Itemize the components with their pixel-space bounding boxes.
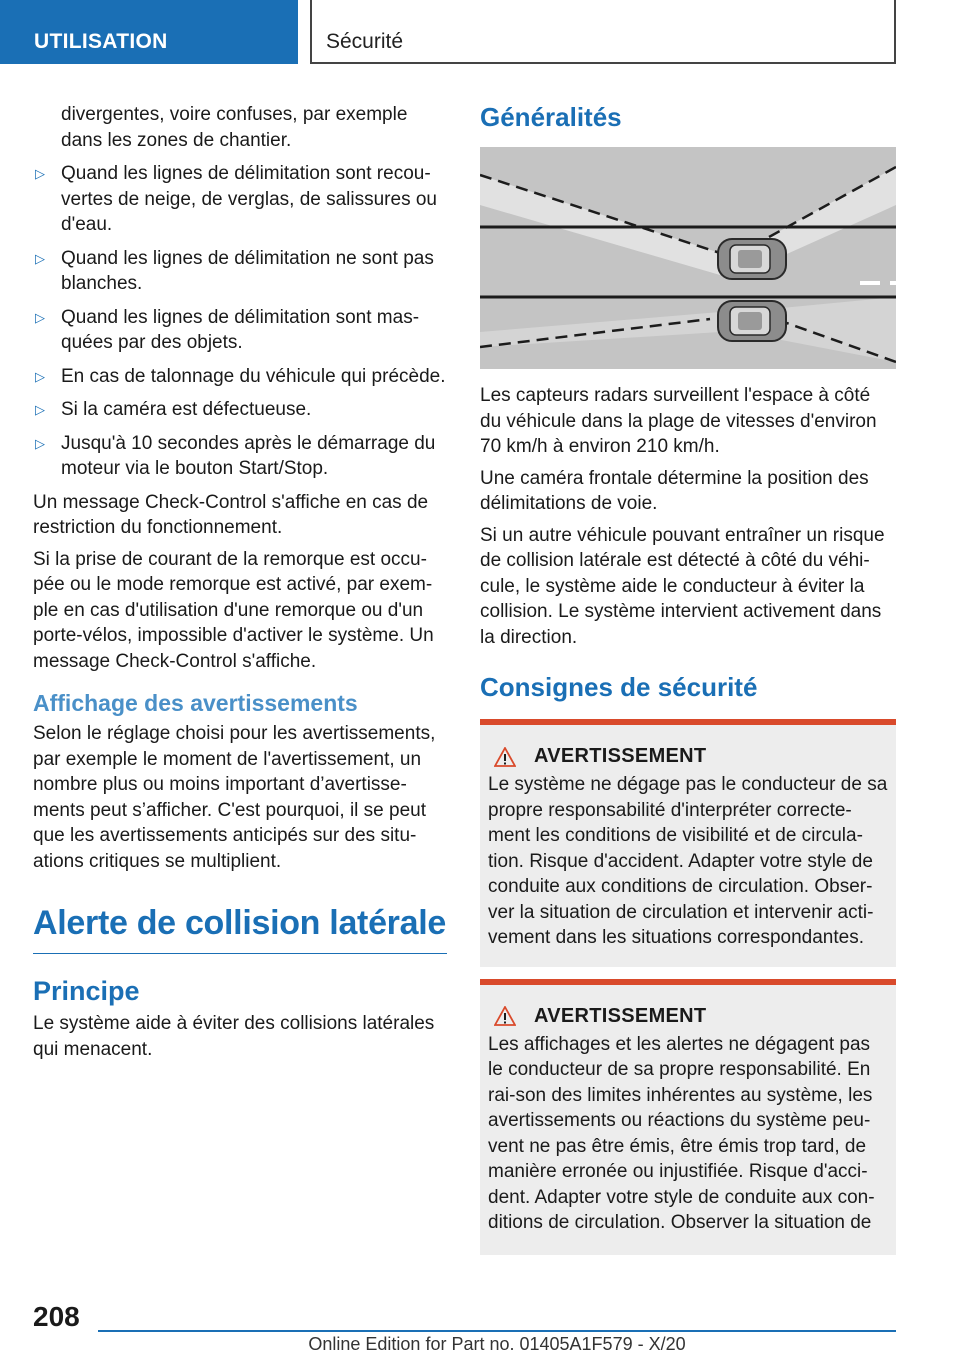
warning-text: Le système ne dégage pas le conducteur de sa propre responsabilité d'interpréter correcte-ment les conditions de visibilité et de circula-tion. Risque d'accident. Adapter votre style de conduite aux conditions de circulation. Obser-ver la situation de circulation et intervenir acti-vement dans les situations correspondantes. <box>488 774 888 948</box>
warning-box <box>480 979 896 1255</box>
generalites-heading: Généralités <box>480 102 622 132</box>
bullet-triangle-icon: ▷ <box>35 435 45 451</box>
paragraph: Un message Check-Control s'affiche en cas de restriction du fonctionnement. <box>33 491 429 538</box>
page-number: 208 <box>33 1301 80 1332</box>
paragraph: Les capteurs radars surveillent l'espace à côté du véhicule dans la plage de vitesses d'environ 70 km/h à environ 210 km/h. <box>480 385 877 457</box>
bullet-triangle-icon: ▷ <box>35 166 45 181</box>
warning-label: AVERTISSEMENT <box>534 1004 707 1027</box>
chapter-title: Alerte de collision latérale <box>33 904 447 954</box>
bullet-continuation: divergentes, voire confuses, par exemple dans les zones de chantier. <box>61 104 408 151</box>
bullet-triangle-icon: ▷ <box>35 368 45 384</box>
list-item: ▷ Quand les lignes de délimitation sont mas-quées par des objets. <box>35 306 420 353</box>
paragraph: Le système aide à éviter des collisions latérales qui menacent. <box>33 1013 435 1060</box>
car-top-icon <box>718 239 786 279</box>
list-item: ▷ Si la caméra est défectueuse. <box>33 397 447 423</box>
list-item: ▷ Quand les lignes de délimitation sont recou-vertes de neige, de verglas, de salissures ou d'eau. <box>35 163 437 235</box>
subheading-warnings-display: Affichage des avertissements <box>33 690 358 716</box>
footer-edition: Online Edition for Part no. 01405A1F579 - X/20 <box>308 1334 686 1354</box>
right-column <box>480 102 896 1267</box>
warning-text: Les affichages et les alertes ne dégagent pas le conducteur de sa propre responsabilité. En rai-son des limites inhérentes au système, les avertissements ou réactions du système peu-vent ne pas être émis, être émis trop tard, de manière erronée ou injustifiée. Risque d'acci-dent. Adapter votre style de conduite aux con-ditions de circulation. Observer la situation de <box>488 1033 875 1233</box>
car-top-icon <box>718 301 786 341</box>
header-topic-tab <box>310 0 896 64</box>
header-section-label: UTILISATION <box>34 30 168 53</box>
footer-divider <box>98 1330 896 1332</box>
left-column <box>33 102 447 1068</box>
warning-box <box>480 719 896 967</box>
paragraph: Selon le réglage choisi pour les avertissements, par exemple le moment de l'avertissement, un nombre plus ou moins important d’avertisse-ments peut s’afficher. C'est pourquoi, il se peut que les avertissements anticipés sur des situ-ations critiques se multiplient. <box>33 723 436 872</box>
header-topic-label: Sécurité <box>326 30 404 53</box>
warning-label: AVERTISSEMENT <box>534 745 707 767</box>
warning-header <box>488 745 888 768</box>
bullet-triangle-icon: ▷ <box>35 402 45 417</box>
consignes-heading: Consignes de sécurité <box>480 672 758 702</box>
limitations-list <box>33 161 447 482</box>
paragraph: Si la prise de courant de la remorque est occu-pée ou le mode remorque est activé, par exem-ple en cas d'utilisation d'une remorque ou d'un porte-vélos, impossible d'activer le système. Un message Check-Control s'affiche. <box>33 548 434 672</box>
paragraph: Si un autre véhicule pouvant entraîner un risque de collision latérale est détecté à côté du véhi-cule, le système aide le conducteur à éviter la collision. Le système intervient activement dans la direction. <box>480 524 885 648</box>
list-item: ▷ En cas de talonnage du véhicule qui précède. <box>33 364 447 390</box>
bullet-triangle-icon: ▷ <box>35 309 45 325</box>
warning-triangle-icon <box>494 1006 516 1026</box>
side-collision-illustration <box>480 147 896 369</box>
list-item: ▷ Jusqu'à 10 secondes après le démarrage du moteur via le bouton Start/Stop. <box>35 432 436 479</box>
header-section-tab <box>0 0 298 64</box>
list-item: ▷ Quand les lignes de délimitation ne sont pas blanches. <box>35 247 434 294</box>
warning-header <box>488 1005 888 1028</box>
bullet-triangle-icon: ▷ <box>35 250 45 266</box>
road-sensor-diagram <box>480 147 896 369</box>
paragraph: Une caméra frontale détermine la position des délimitations de voie. <box>480 467 869 514</box>
principe-heading: Principe <box>33 976 140 1006</box>
warning-triangle-icon <box>494 747 516 767</box>
